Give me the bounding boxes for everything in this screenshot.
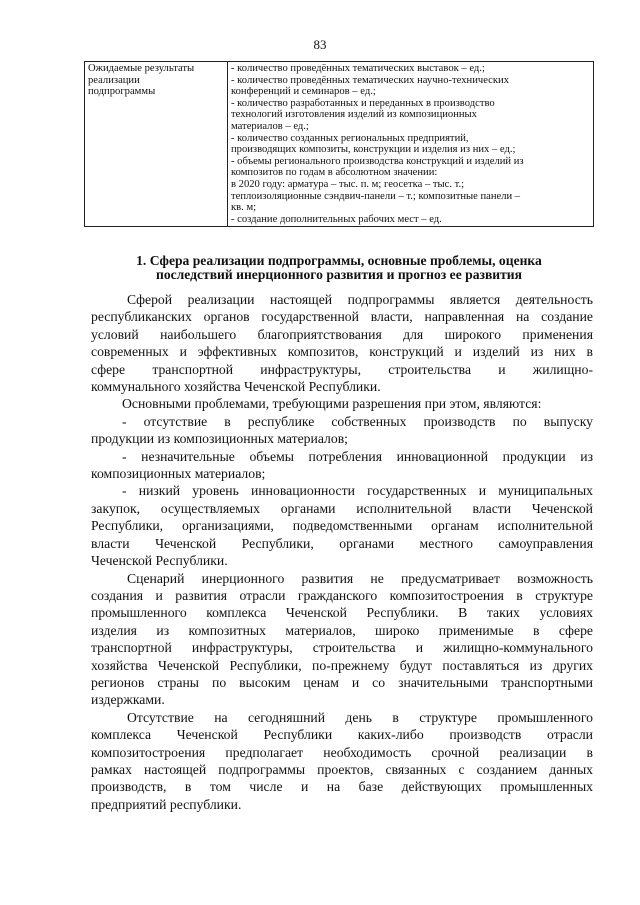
table-bullet-line: - количество разработанных и переданных в производство — [231, 97, 495, 109]
expected-results-table — [84, 61, 594, 227]
table-bullet-line: в 2020 году: арматура – тыс. п. м; геосетка – тыс. т.; — [231, 178, 465, 190]
table-bullet-line: кв. м; — [231, 202, 257, 214]
table-label-cell — [85, 62, 228, 227]
paragraph-line: власти Чеченской Республики, органами местного самоуправления — [91, 535, 593, 551]
table-bullet-line: - создание дополнительных рабочих мест – ед. — [231, 213, 442, 225]
table-bullet-line: - количество проведённых тематических выставок – ед.; — [231, 63, 485, 74]
paragraph-line: - незначительные объемы потребления инновационной продукции из — [122, 448, 593, 464]
table-content-cell — [228, 62, 594, 227]
paragraph-line: промышленного комплекса Чеченской Республики. В таких условиях — [91, 605, 593, 621]
table-bullet-line: материалов – ед.; — [231, 120, 309, 132]
section-heading — [84, 254, 594, 283]
paragraph-line: рамках настоящей подпрограммы проектов, связанных с созданием данных — [91, 761, 593, 777]
table-bullet-line: технологий изготовления изделий из композиционных — [231, 109, 477, 121]
paragraph-line: Отсутствие на сегодняшний день в структуре промышленного — [127, 709, 593, 725]
table-label-line: реализации — [88, 74, 140, 86]
paragraph-line: хозяйства Чеченской Республики, по-прежнему будут поставляться из других — [91, 657, 593, 673]
paragraph-line: Республики, организациями, подведомственными органам исполнительной — [91, 518, 593, 534]
table-bullet-line: - количество проведённых тематических научно-технических — [231, 74, 509, 86]
paragraph-line: композиционных материалов; — [91, 466, 266, 482]
section-heading-line: последствий инерционного развития и прогноз ее развития — [155, 267, 522, 283]
paragraph-line: закупок, осуществляемых органами исполнительной власти Чеченской — [91, 500, 593, 516]
table-label-line: Ожидаемые результаты — [88, 63, 195, 74]
paragraph-line: коммунального хозяйства Чеченской Республики. — [91, 379, 381, 395]
paragraph-line: Основными проблемами, требующими разрешения при этом, являются: — [122, 396, 542, 412]
paragraph-line: условий наибольшего благоприятствования для широкого применения — [91, 326, 593, 342]
paragraph-line: - низкий уровень инновационности государственных и муниципальных — [122, 483, 593, 499]
paragraph-line: Сферой реализации настоящей подпрограммы является деятельность — [127, 292, 593, 307]
table-row — [85, 62, 594, 227]
paragraph-line: создания и развития отрасли гражданского композитостроения в структуре — [91, 587, 593, 603]
table-bullet-line: композитов по годам в абсолютном значении: — [231, 167, 438, 179]
paragraph-line: республиканских органов государственной власти, направленная на создание — [91, 309, 593, 325]
paragraph-line: предприятий республики. — [91, 796, 242, 812]
table-label-line: подпрограммы — [88, 86, 156, 98]
paragraph-line: композитостроения предполагает необходимость срочной реализации в — [91, 744, 593, 760]
paragraph-line: продукции из композиционных материалов; — [91, 431, 348, 447]
paragraph-line: изделия из композитных материалов, широко применимые в сфере — [91, 622, 593, 638]
page-number: 83 — [313, 37, 327, 52]
paragraph-line: транспортной инфраструктуры, строительства и жилищно-коммунального — [91, 640, 593, 656]
paragraph-line: Чеченской Республики. — [91, 553, 228, 569]
table-bullet-line: - объемы регионального производства конструкций и изделий из — [231, 155, 524, 167]
table-bullet-line: - количество созданных региональных предприятий, — [231, 132, 469, 144]
table-bullet-line: теплоизоляционные сэндвич-панели – т.; композитные панели – — [231, 190, 521, 202]
paragraph-line: регионов страны по высоким ценам и со значительными транспортными — [91, 674, 593, 690]
paragraph-line: производств, в том числе и на базе действующих промышленных — [91, 779, 593, 795]
paragraph-line: сфере транспортной инфраструктуры, строительства и жилищно- — [91, 361, 593, 377]
table-bullet-line: производящих композиты, конструкции и изделия из них – ед.; — [231, 144, 516, 156]
body-text — [91, 291, 593, 813]
table-bullet-line: конференций и семинаров – ед.; — [231, 86, 376, 98]
paragraph-line: - отсутствие в республике собственных производств по выпуску — [122, 413, 593, 429]
paragraph-line: современных и эффективных композитов, конструкций и изделий из них в — [91, 344, 593, 360]
paragraph-line: издержками. — [91, 692, 165, 708]
section-heading-line: 1. Сфера реализации подпрограммы, основные проблемы, оценка — [136, 253, 542, 268]
paragraph-line: Сценарий инерционного развития не предусматривает возможность — [127, 570, 593, 586]
paragraph-line: комплекса Чеченской Республики каких-либо производств отрасли — [91, 727, 593, 743]
